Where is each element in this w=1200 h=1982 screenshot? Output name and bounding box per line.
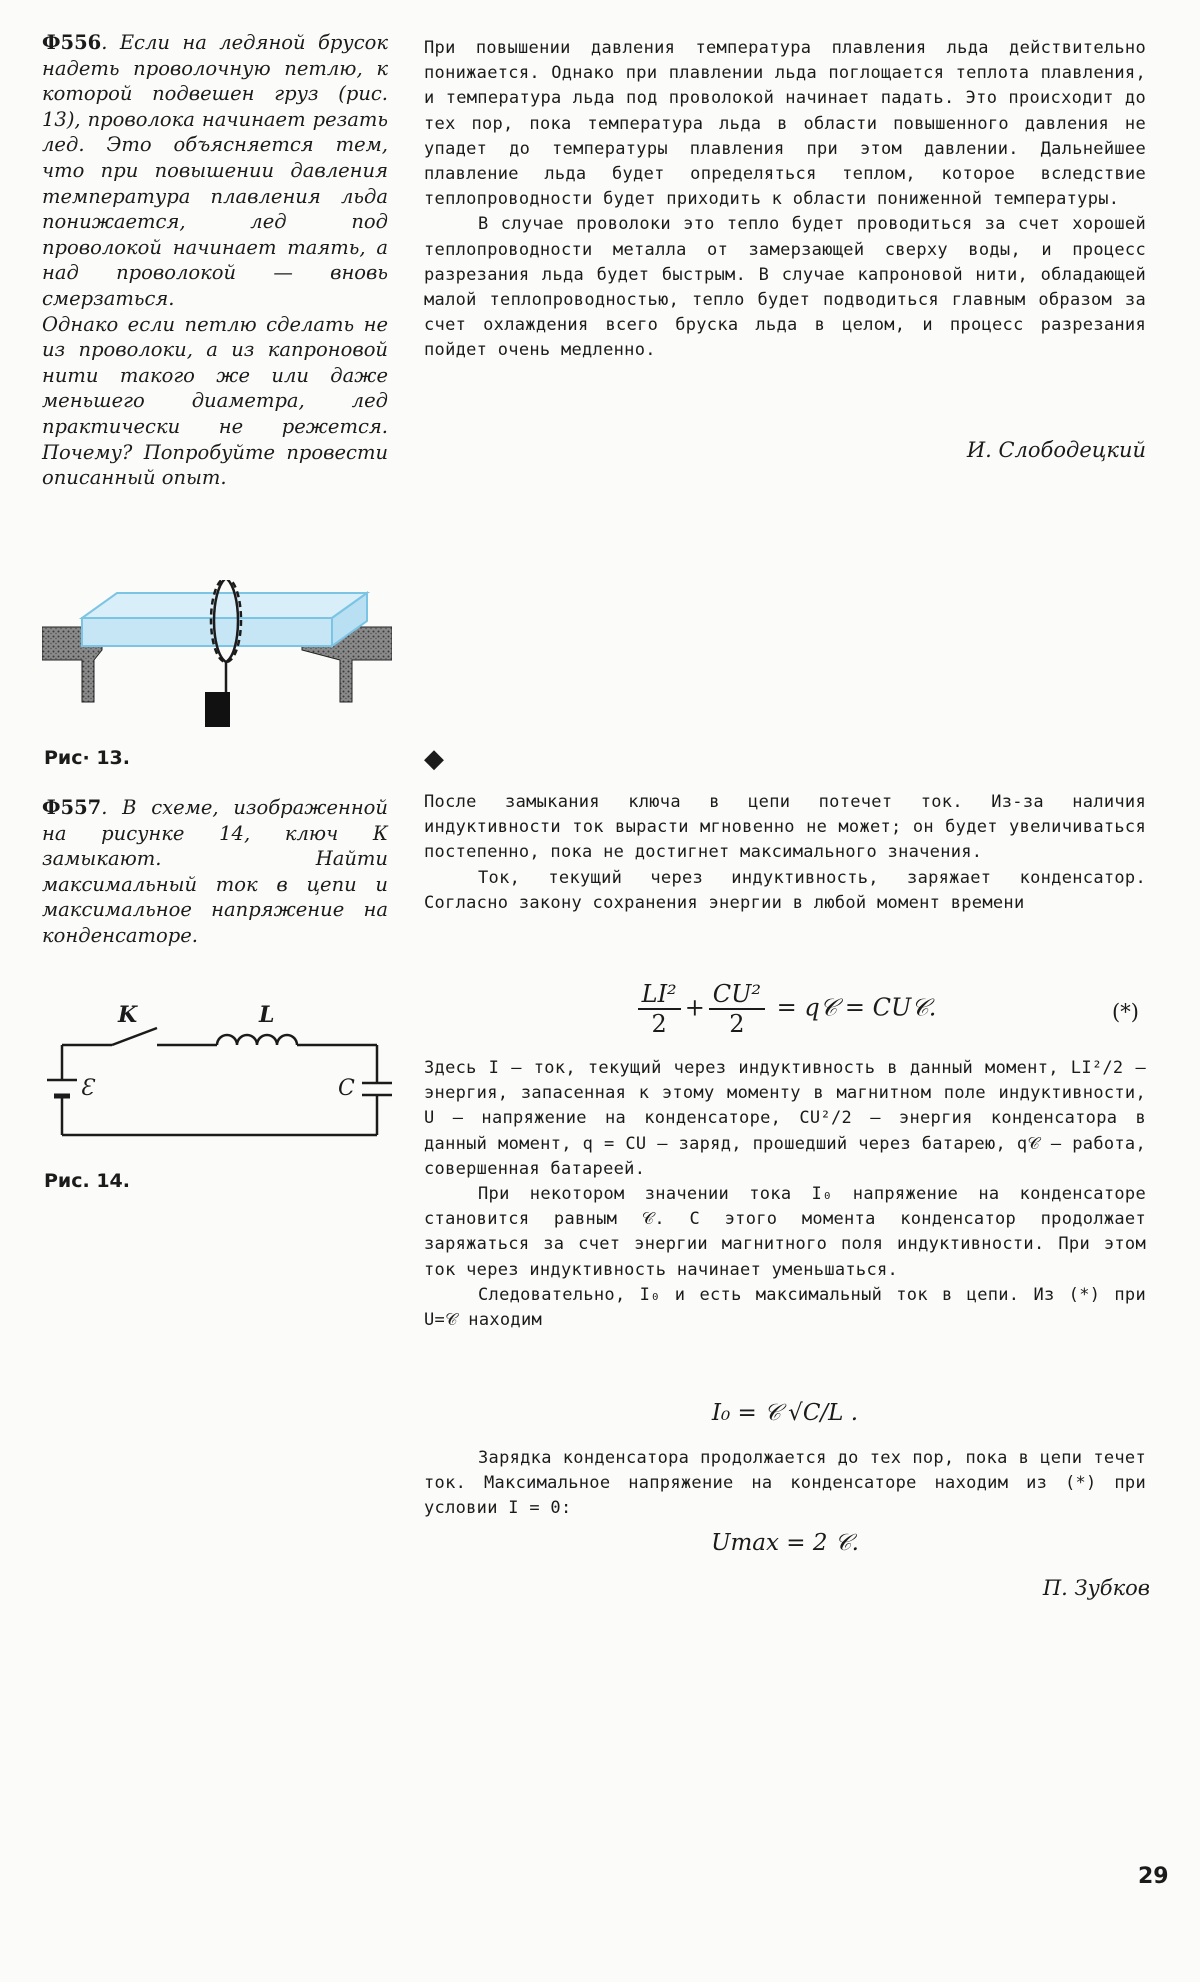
answer-556-paragraph-1: При повышении давления температура плавления льда действительно понижается. Однако при плавлении льда поглощается теплота плавления, и температура льда под проволокой начинает падать. Это происходит до тех пор, пока температура льда в области повышенного давления не упадет до температуры плавления при этом давлении. Дальнейшее плавление льда будет определяться теплом, которое вследствие теплопроводности будет приходить к области пониженной температуры. — [424, 38, 1146, 210]
weight — [205, 692, 230, 727]
figure-14-circuit — [42, 1000, 392, 1150]
answer-557-paragraph-2: Ток, текущий через индуктивность, заряжает конденсатор. Согласно закону сохранения энергии в любой момент времени — [424, 867, 1146, 913]
answer-557-paragraph-1: После замыкания ключа в цепи потечет ток. Из-за наличия индуктивности ток вырасти мгновенно не может; он будет увеличиваться постепенно, пока не достигнет максимального значения. — [424, 792, 1146, 863]
problem-556-text-2: Однако если петлю сделать не из проволоки, а из капроновой нити такого же или даже меньшего диаметра, лед практически не режется. Почему? Попробуйте провести описанный опыт. — [42, 312, 388, 490]
answer-556-author: И. Слободецкий — [966, 438, 1146, 462]
page-number: 29 — [1138, 1864, 1169, 1889]
label-emf: Ɛ — [80, 1076, 94, 1101]
label-key: K — [118, 1002, 138, 1028]
problem-556-number: Ф556 — [42, 31, 102, 54]
answer-557-part-1 — [424, 790, 1146, 916]
eq1-num1: LI² — [638, 980, 681, 1010]
answer-556 — [424, 36, 1146, 364]
ice-block-top — [82, 593, 367, 618]
switch-key — [112, 1028, 157, 1045]
eq1-rest: = q𝒞 = CU𝒞. — [776, 993, 937, 1022]
answer-557-part-3 — [424, 1446, 1146, 1522]
equation-max-voltage: Umax = 2 𝒞. — [711, 1530, 859, 1556]
problem-556 — [42, 30, 388, 491]
ice-block-front — [82, 618, 332, 646]
figure-13-caption: Рис· 13. — [44, 747, 130, 769]
equation-energy: $\frac{\text{LI²}}{2}$ + $\frac{\text{CU²}}{2}$ = q𝒞 = CU𝒞. — [424, 980, 1146, 1038]
problem-556-text: Ф556. Если на ледяной брусок надеть проволочную петлю, к которой подвешен груз (рис. 13), проволока начинает резать лед. Это объясняется тем, что при повышении давления температура плавления льда понижается, лед под проволокой начинает таять, а над проволокой — вновь смерзаться. — [42, 31, 388, 310]
answer-556-paragraph-2: В случае проволоки это тепло будет проводиться за счет хорошей теплопроводности металла от замерзающей сверху воды, и процесс разрезания льда будет быстрым. В случае капроновой нити, обладающей малой теплопроводностью, тепло будет подводиться главным образом за счет охлаждения всего бруска льда в целом, и процесс разрезания пойдет очень медленно. — [424, 214, 1146, 361]
inductor-coil — [217, 1035, 297, 1045]
answer-557-paragraph-6: Зарядка конденсатора продолжается до тех пор, пока в цепи течет ток. Максимальное напряжение на конденсаторе находим из (*) при условии I = 0: — [424, 1448, 1146, 1519]
problem-557 — [42, 795, 388, 949]
answer-557-paragraph-3: Здесь I — ток, текущий через индуктивность в данный момент, LI²/2 — энергия, запасенная к этому моменту в магнитном поле индуктивности, U — напряжение на конденсаторе, CU²/2 — энергия конденсатора в данный момент, q = CU — заряд, прошедший через батарею, q𝒞 — работа, совершенная батареей. — [424, 1058, 1146, 1179]
label-inductor: L — [259, 1002, 275, 1028]
label-capacitor: C — [338, 1076, 355, 1101]
problem-557-number: Ф557 — [42, 796, 102, 819]
answer-557-paragraph-4: При некотором значении тока I₀ напряжение на конденсаторе становится равным 𝒞. С этого момента конденсатор продолжает заряжаться за счет энергии магнитного поля индуктивности. При этом ток через индуктивность начинает уменьшаться. — [424, 1184, 1146, 1280]
figure-14-caption: Рис. 14. — [44, 1170, 130, 1192]
eq1-num2: CU² — [709, 980, 765, 1010]
problem-557-text: Ф557. В схеме, изображенной на рисунке 14, ключ К замыкают. Найти максимальный ток в цепи и максимальное напряжение на конденсаторе. — [42, 796, 388, 947]
figure-13-ice-block — [42, 580, 392, 730]
equation-max-current: I₀ = 𝒞 √C/L . — [711, 1400, 859, 1426]
section-separator: ◆ — [424, 744, 444, 774]
equation-tag: (*) — [1112, 1000, 1139, 1024]
answer-557-part-2 — [424, 1056, 1146, 1333]
answer-557-paragraph-5: Следовательно, I₀ и есть максимальный ток в цепи. Из (*) при U=𝒞 находим — [424, 1284, 1146, 1331]
answer-557-author: П. Зубков — [1042, 1576, 1150, 1600]
